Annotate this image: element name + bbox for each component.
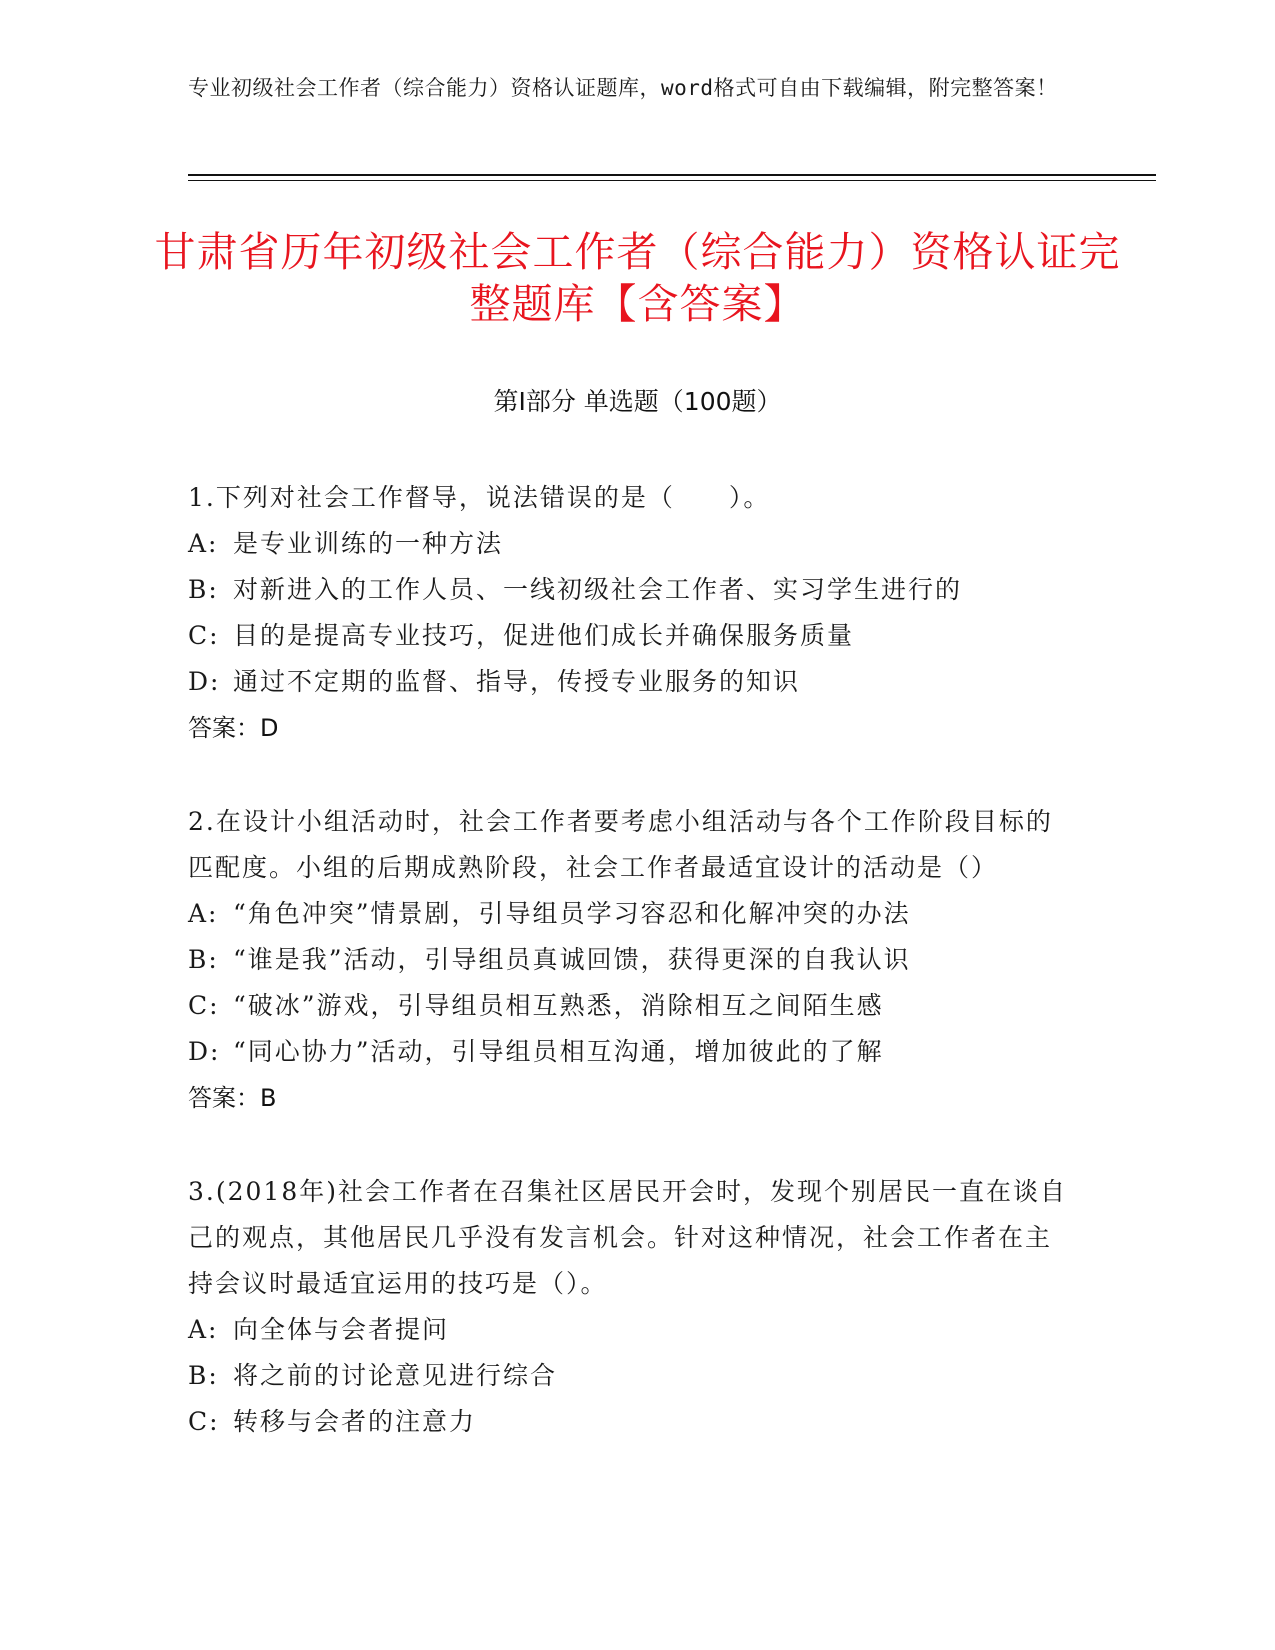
option-letter: A: [188,529,219,558]
option-a [188,521,1068,567]
option-text: “同心协力”活动，引导组员相互沟通，增加彼此的了解 [233,1037,884,1066]
option-a [188,891,1068,937]
option-text: 将之前的讨论意见进行综合 [233,1361,558,1390]
option-text: “角色冲突”情景剧，引导组员学习容忍和化解冲突的办法 [233,899,911,928]
option-letter: C: [188,991,220,1020]
answer-line: 答案：D [188,714,279,742]
option-d [188,1029,1068,1075]
header-divider-thick [188,174,1156,176]
option-c [188,1399,1068,1445]
option-letter: C: [188,1407,220,1436]
option-b [188,1353,1068,1399]
answer-line: 答案：B [188,1084,277,1112]
question-stem: 3.(2018年)社会工作者在召集社区居民开会时，发现个别居民一直在谈自己的观点，其他居民几乎没有发言机会。针对这种情况，社会工作者在主持会议时最适宜运用的技巧是（）。 [188,1177,1067,1298]
option-text: 转移与会者的注意力 [233,1407,477,1436]
header-divider-thin [188,180,1156,181]
option-text: 对新进入的工作人员、一线初级社会工作者、实习学生进行的 [233,575,963,604]
option-d [188,659,1068,705]
option-letter: B: [188,1361,219,1390]
question-stem: 1.下列对社会工作督导，说法错误的是（ ）。 [188,483,771,512]
option-text: 目的是提高专业技巧，促进他们成长并确保服务质量 [233,621,855,650]
question-1 [188,475,1068,751]
option-a [188,1307,1068,1353]
option-text: 向全体与会者提问 [233,1315,450,1344]
option-c [188,983,1068,1029]
option-letter: C: [188,621,220,650]
option-letter: D: [188,667,221,696]
option-text: 是专业训练的一种方法 [233,529,504,558]
option-letter: D: [188,1037,221,1066]
option-letter: A: [188,899,219,928]
header-note: 专业初级社会工作者（综合能力）资格认证题库，word格式可自由下载编辑，附完整答案！ [188,76,1058,100]
section-heading: 第Ⅰ部分 单选题（100题） [493,387,782,416]
question-stem: 2.在设计小组活动时，社会工作者要考虑小组活动与各个工作阶段目标的匹配度。小组的后期成熟阶段，社会工作者最适宜设计的活动是（） [188,807,1053,882]
question-list [188,475,1068,1493]
option-letter: B: [188,945,219,974]
option-b [188,937,1068,983]
option-text: 通过不定期的监督、指导，传授专业服务的知识 [233,667,801,696]
option-text: “谁是我”活动，引导组员真诚回馈，获得更深的自我认识 [233,945,911,974]
question-3 [188,1169,1068,1445]
document-title: 甘肃省历年初级社会工作者（综合能力）资格认证完整题库【含答案】 [154,228,1121,328]
question-2 [188,799,1068,1121]
option-c [188,613,1068,659]
option-letter: A: [188,1315,219,1344]
option-b [188,567,1068,613]
option-letter: B: [188,575,219,604]
option-text: “破冰”游戏，引导组员相互熟悉，消除相互之间陌生感 [233,991,884,1020]
